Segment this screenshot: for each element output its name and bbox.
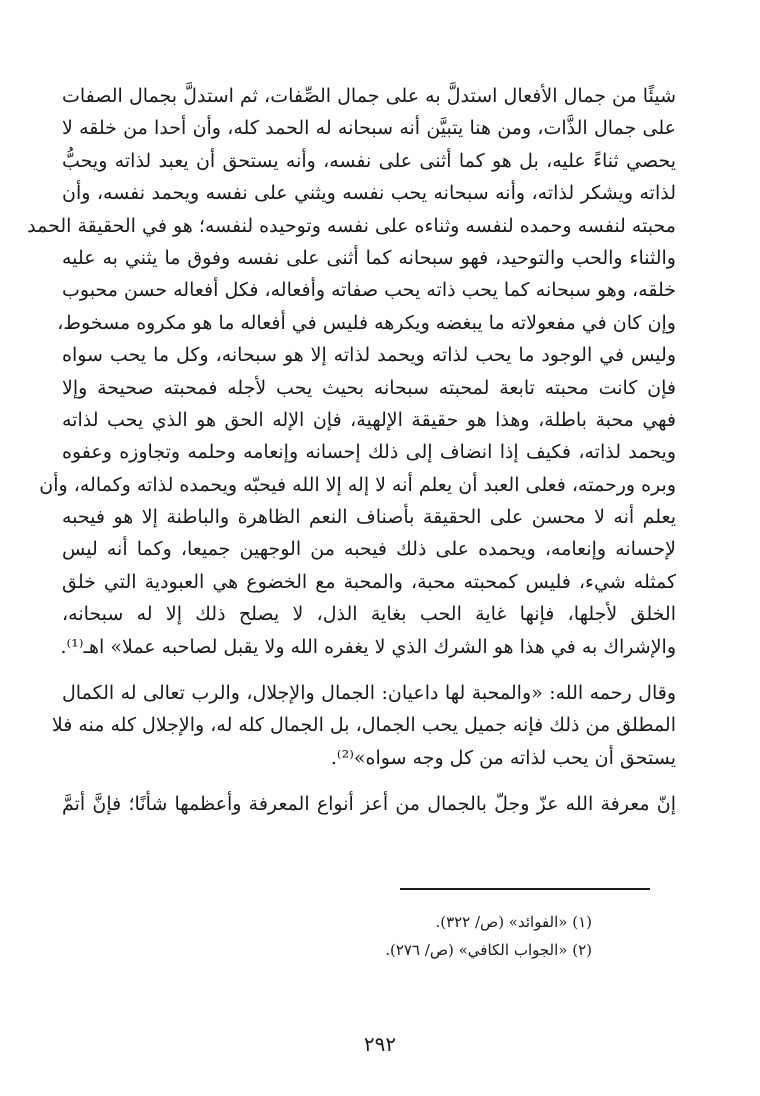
text-line: وإن كان في مفعولاته ما يبغضه ويكرهه فليس في أفعاله ما هو مكروه مسخوط، xyxy=(57,311,676,334)
text-line: فهي محبة باطلة، وهذا هو حقيقة الإلهية، فإن الإله الحق هو الذي يحب لذاته xyxy=(62,408,676,431)
footnotes xyxy=(192,908,592,964)
paragraph-1 xyxy=(27,80,676,663)
text-line: وقال رحمه الله: «والمحبة لها داعيان: الجمال والإجلال، والرب تعالى له الكمال xyxy=(62,682,676,705)
text-line: والثناء والحب والتوحيد، فهو سبحانه كما أثنى على نفسه وفوق ما يثني به عليه xyxy=(62,246,676,269)
text-line: وبره ورحمته، فعلى العبد أن يعلم أنه لا إله إلا الله فيحبّه ويحمده لذاته وكماله، وأن xyxy=(39,473,676,496)
text-line: كمثله شيء، فليس كمحبته محبة، والمحبة مع الخضوع هي العبودية التي خلق xyxy=(62,570,676,593)
text-line: لذاته ويشكر لذاته، وأنه سبحانه يحب نفسه ويثني على نفسه ويحمد نفسه، وأن xyxy=(62,182,676,205)
text-line: إنّ معرفة الله عزّ وجلّ بالجمال من أعز أنواع المعرفة وأعظمها شأنًا؛ فإنَّ أتمَّ xyxy=(62,793,676,816)
paragraph-2 xyxy=(51,677,676,774)
footnote-separator xyxy=(400,888,650,890)
paragraph-gap xyxy=(62,774,676,788)
text-line: يعلم أنه لا محسن على الحقيقة بأصناف النعم الظاهرة والباطنة إلا هو فيحبه xyxy=(62,506,676,529)
text-line: خلقه، وهو سبحانه كما يحب ذاته يحب صفاته وأفعاله، فكل أفعاله حسن محبوب xyxy=(62,279,676,302)
text-line: لإحسانه وإنعامه، ويحمده على ذلك فيحبه من الوجهين جميعا، وكما أنه ليس xyxy=(62,538,676,561)
text-line: محبته لنفسه وحمده لنفسه وثناءه على نفسه وتوحيده لنفسه؛ هو في الحقيقة الحمد xyxy=(27,214,676,237)
footnote-1: (١) «الفوائد» (ص/ ٣٢٢). xyxy=(435,913,592,931)
paragraph-3 xyxy=(62,788,676,820)
text-line: شيئًا من جمال الأفعال استدلَّ به على جمال الصِّفات، ثم استدلَّ بجمال الصفات xyxy=(62,85,676,107)
text-line: والإشراك به في هذا هو الشرك الذي لا يغفره الله ولا يقبل لصاحبه عملا» اهـ⁽¹⁾. xyxy=(60,635,676,658)
paragraph-gap xyxy=(62,663,676,677)
text-line: فإن كانت محبته تابعة لمحبته سبحانه بحيث يحب لأجله فمحبته صحيحة وإلا xyxy=(62,376,676,399)
text-line: المطلق من ذلك فإنه جميل يحب الجمال، بل الجمال كله له، والإجلال كله منه فلا xyxy=(51,714,676,737)
text-line: الخلق لأجلها، فإنها غاية الحب بغاية الذل، لا يصلح ذلك إلا له سبحانه، xyxy=(62,603,676,626)
main-text xyxy=(27,80,676,821)
text-line: على جمال الذَّات، ومن هنا يتبيَّن أنه سبحانه له الحمد كله، وأن أحدا من خلقه لا xyxy=(62,117,676,140)
text-line: يستحق أن يحب لذاته من كل وجه سواه»⁽²⁾. xyxy=(330,746,676,769)
text-line: ويحمد لذاته، فكيف إذا انضاف إلى ذلك إحسانه وإنعامه وحلمه وتجاوزه وعفوه xyxy=(62,441,676,464)
page-number: ٢٩٢ xyxy=(363,1032,397,1056)
text-line: يحصي ثناءً عليه، بل هو كما أثنى على نفسه، وأنه يستحق أن يعبد لذاته ويحبُّ xyxy=(62,149,676,172)
footnote-2: (٢) «الجواب الكافي» (ص/ ٢٧٦). xyxy=(385,941,592,959)
text-line: وليس في الوجود ما يحب لذاته ويحمد لذاته إلا هو سبحانه، وكل ما يحب سواه xyxy=(62,344,676,367)
